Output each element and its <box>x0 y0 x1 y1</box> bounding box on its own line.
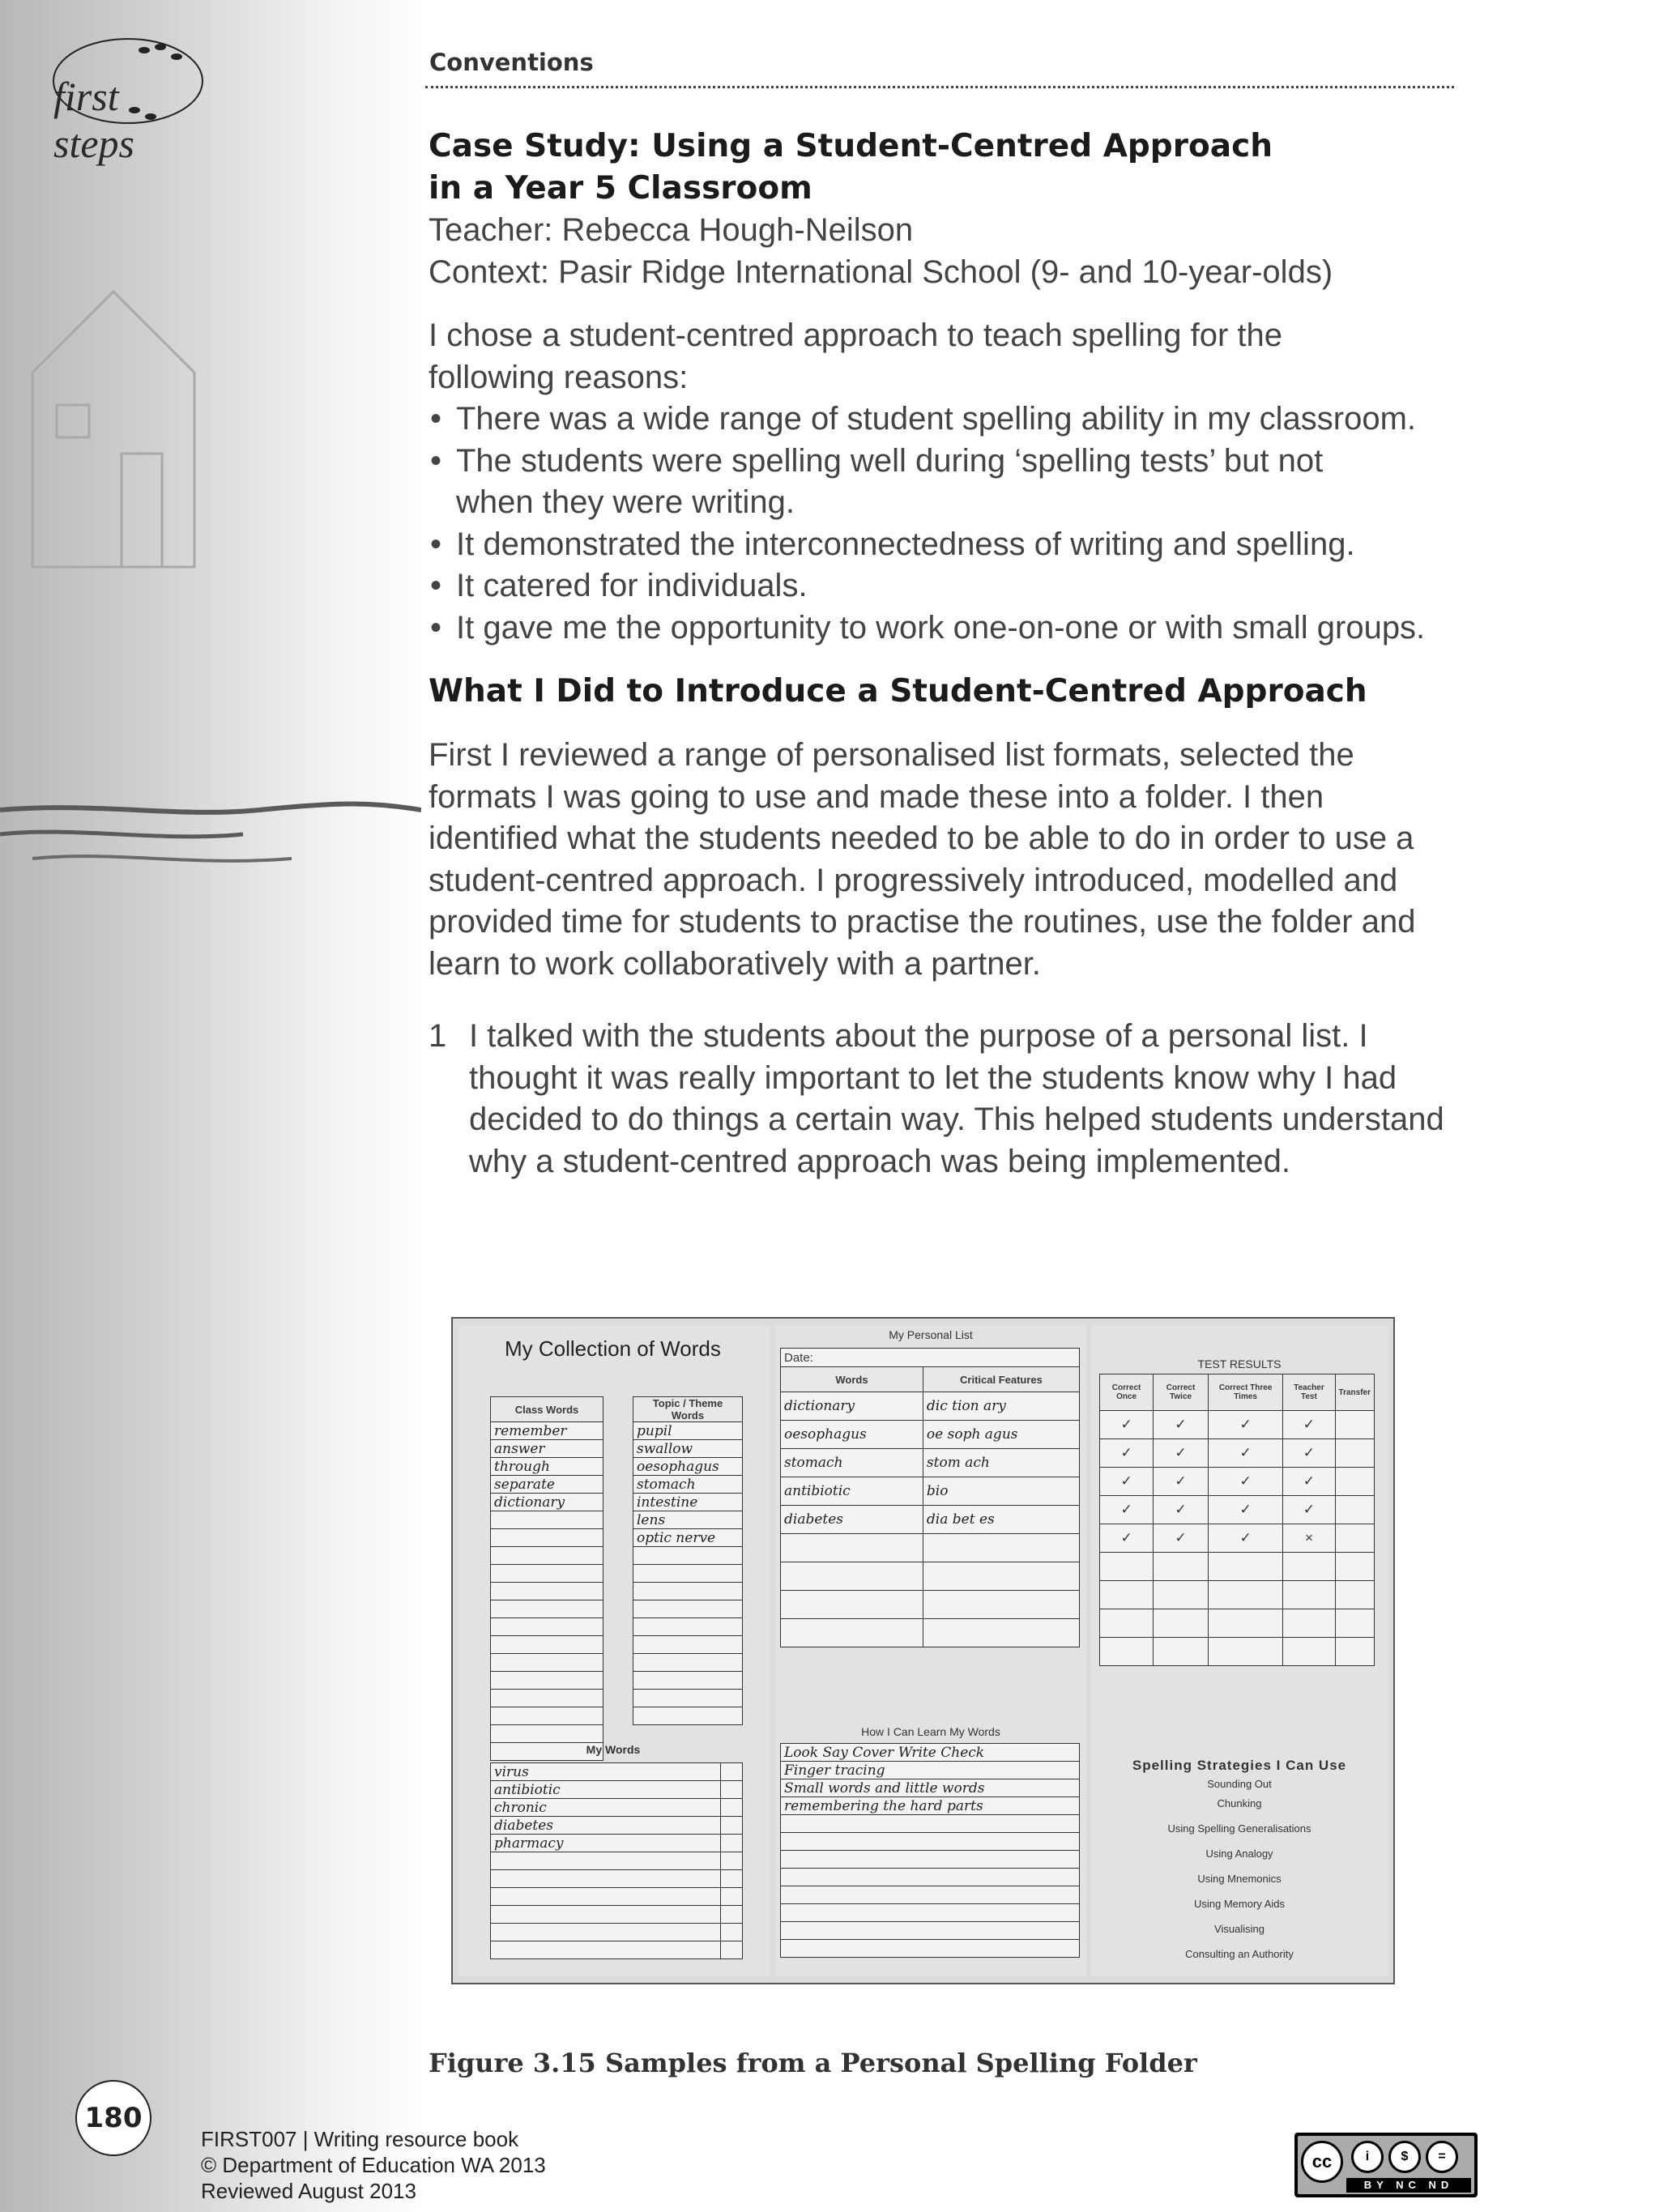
list-item: • It gave me the opportunity to work one-on-one or with small groups. <box>429 607 1457 650</box>
logo-text: first steps <box>53 74 134 166</box>
features-column-header: Critical Features <box>923 1367 1079 1392</box>
table-cell: stom ach <box>923 1449 1079 1477</box>
list-item: Using Analogy <box>1205 1848 1273 1860</box>
my-words-header: My Words <box>586 1743 641 1756</box>
topic-words-header: Topic / Theme Words <box>633 1397 743 1422</box>
table-row: dictionary <box>781 1392 923 1421</box>
list-item: Using Memory Aids <box>1194 1898 1285 1910</box>
result-cell: ✓ <box>1283 1468 1335 1496</box>
table-row: stomach <box>633 1476 743 1494</box>
creative-commons-badge <box>1294 2133 1478 2197</box>
learn-table <box>780 1743 1080 1958</box>
result-cell: ✓ <box>1100 1411 1154 1439</box>
footer-info <box>201 2126 546 2204</box>
table-row: antibiotic <box>781 1477 923 1506</box>
intro-paragraph <box>429 315 1457 399</box>
result-cell: ✓ <box>1283 1411 1335 1439</box>
class-words-header: Class Words <box>491 1397 603 1422</box>
table-row: pupil <box>633 1422 743 1440</box>
case-study-title <box>429 126 1320 210</box>
date-label: Date: <box>781 1349 1080 1367</box>
step-text: I talked with the students about the purpose of a personal list. I thought it was really important to let the students know why I had decided to do things a certain way. This helped students understand why a student-centred approach was being implemented. <box>469 1018 1444 1179</box>
footer-line-2: © Department of Education WA 2013 <box>201 2153 546 2177</box>
footer-line-3: Reviewed August 2013 <box>201 2179 416 2203</box>
table-row: separate <box>491 1476 603 1494</box>
column-header: Teacher Test <box>1283 1375 1335 1411</box>
result-cell: ✓ <box>1154 1496 1209 1524</box>
context-line: Context: Pasir Ridge International School (9- and 10-year-olds) <box>429 254 1333 290</box>
strategies-list <box>1091 1753 1388 1967</box>
table-row: stomach <box>781 1449 923 1477</box>
section-divider <box>425 86 1454 88</box>
table-cell: oe soph agus <box>923 1421 1079 1449</box>
list-item: • There was a wide range of student spelling ability in my classroom. <box>429 399 1457 441</box>
list-item: Using Spelling Generalisations <box>1167 1822 1311 1835</box>
result-cell: ✓ <box>1208 1524 1282 1553</box>
table-row: chronic <box>491 1799 721 1817</box>
cc-icon: cc <box>1301 2141 1343 2183</box>
list-item: Chunking <box>1217 1797 1262 1809</box>
table-row: optic nerve <box>633 1529 743 1547</box>
table-row: Small words and little words <box>781 1779 1080 1797</box>
table-row: antibiotic <box>491 1781 721 1799</box>
table-row: virus <box>491 1763 721 1781</box>
page-number: 180 <box>75 2080 151 2156</box>
result-cell: ✓ <box>1208 1496 1282 1524</box>
table-row: oesophagus <box>633 1458 743 1476</box>
footer-line-1: FIRST007 | Writing resource book <box>201 2127 519 2151</box>
list-item: Sounding Out <box>1207 1778 1272 1790</box>
result-cell: ✓ <box>1154 1468 1209 1496</box>
result-cell: ✓ <box>1208 1439 1282 1468</box>
table-row: oesophagus <box>781 1421 923 1449</box>
table-row: dictionary <box>491 1494 603 1511</box>
margin-background <box>0 0 421 2212</box>
table-row: diabetes <box>491 1817 721 1835</box>
result-cell <box>1335 1468 1375 1496</box>
result-cell: ✓ <box>1100 1496 1154 1524</box>
result-cell: ✓ <box>1283 1496 1335 1524</box>
list-item: Consulting an Authority <box>1185 1948 1294 1960</box>
margin-sketch <box>0 0 421 2212</box>
class-words-table <box>490 1396 603 1761</box>
result-cell: ✓ <box>1100 1524 1154 1553</box>
my-words-table <box>490 1762 743 1959</box>
first-steps-logo <box>47 32 209 166</box>
reasons-list <box>429 399 1457 649</box>
column-header: Correct Twice <box>1154 1375 1209 1411</box>
table-cell: dia bet es <box>923 1506 1079 1534</box>
list-item: • The students were spelling well during ‘spelling tests’ but not when they were writing. <box>429 441 1388 524</box>
step-number: 1 <box>429 1018 447 1054</box>
list-item: Visualising <box>1214 1923 1265 1935</box>
column-header: Correct Once <box>1100 1375 1154 1411</box>
test-results-panel <box>1091 1325 1388 1976</box>
result-cell <box>1335 1524 1375 1553</box>
strategies-title: Spelling Strategies I Can Use <box>1132 1758 1347 1773</box>
words-column-header: Words <box>781 1367 923 1392</box>
figure-caption: Figure 3.15 Samples from a Personal Spelling Folder <box>429 2048 1197 2078</box>
intro-line-2: following reasons: <box>429 359 689 395</box>
result-cell: ✓ <box>1100 1468 1154 1496</box>
collection-title: My Collection of Words <box>505 1336 721 1361</box>
result-cell: × <box>1283 1524 1335 1553</box>
result-cell: ✓ <box>1208 1468 1282 1496</box>
list-item: Using Mnemonics <box>1197 1873 1282 1885</box>
result-cell: ✓ <box>1283 1439 1335 1468</box>
collection-panel <box>459 1325 770 1976</box>
spelling-folder-figure <box>451 1317 1395 1984</box>
by-person-icon: i <box>1351 2141 1384 2173</box>
result-cell <box>1335 1439 1375 1468</box>
license-labels: BY NC ND <box>1346 2178 1471 2193</box>
nc-dollar-icon: $ <box>1388 2141 1421 2173</box>
numbered-step <box>429 1016 1465 1183</box>
personal-list-table <box>780 1348 1080 1647</box>
learn-title: How I Can Learn My Words <box>861 1725 1000 1738</box>
personal-list-title: My Personal List <box>889 1328 973 1341</box>
column-header: Correct Three Times <box>1208 1375 1282 1411</box>
table-row: Look Say Cover Write Check <box>781 1744 1080 1762</box>
table-row: lens <box>633 1511 743 1529</box>
table-cell: bio <box>923 1477 1079 1506</box>
nd-equals-icon: = <box>1426 2141 1458 2173</box>
list-item: • It demonstrated the interconnectedness of writing and spelling. <box>429 524 1457 566</box>
topic-words-table <box>633 1396 743 1725</box>
table-row: pharmacy <box>491 1835 721 1852</box>
result-cell <box>1335 1496 1375 1524</box>
table-row: intestine <box>633 1494 743 1511</box>
result-cell <box>1335 1411 1375 1439</box>
list-item: • It catered for individuals. <box>429 565 1457 607</box>
personal-list-panel <box>775 1325 1086 1976</box>
table-row: through <box>491 1458 603 1476</box>
result-cell: ✓ <box>1208 1411 1282 1439</box>
result-cell: ✓ <box>1100 1439 1154 1468</box>
teacher-line: Teacher: Rebecca Hough-Neilson <box>429 212 914 248</box>
section-label: Conventions <box>429 49 594 76</box>
result-cell: ✓ <box>1154 1411 1209 1439</box>
column-header: Transfer <box>1335 1375 1375 1411</box>
section-heading: What I Did to Introduce a Student-Centred Approach <box>429 673 1367 710</box>
table-row: Finger tracing <box>781 1762 1080 1779</box>
intro-line-1: I chose a student-centred approach to teach spelling for the <box>429 318 1283 353</box>
table-cell: dic tion ary <box>923 1392 1079 1421</box>
table-row: diabetes <box>781 1506 923 1534</box>
table-row: remember <box>491 1422 603 1440</box>
test-results-title: TEST RESULTS <box>1197 1357 1282 1370</box>
result-cell: ✓ <box>1154 1439 1209 1468</box>
title-line-2: in a Year 5 Classroom <box>429 170 812 207</box>
title-line-1: Case Study: Using a Student-Centred Approach <box>429 128 1273 164</box>
table-row: answer <box>491 1440 603 1458</box>
main-content <box>429 126 1457 1183</box>
result-cell: ✓ <box>1154 1524 1209 1553</box>
test-results-table <box>1099 1374 1375 1666</box>
body-paragraph: First I reviewed a range of personalised list formats, selected the formats I was going to use and made these into a folder. I then identified what the students needed to be able to do in order to use a student-centred approach. I progressively introduced, modelled and provided time for students to practise the routines, use the folder and learn to work collaboratively with a partner. <box>429 737 1416 982</box>
table-row: remembering the hard parts <box>781 1797 1080 1815</box>
table-row: swallow <box>633 1440 743 1458</box>
